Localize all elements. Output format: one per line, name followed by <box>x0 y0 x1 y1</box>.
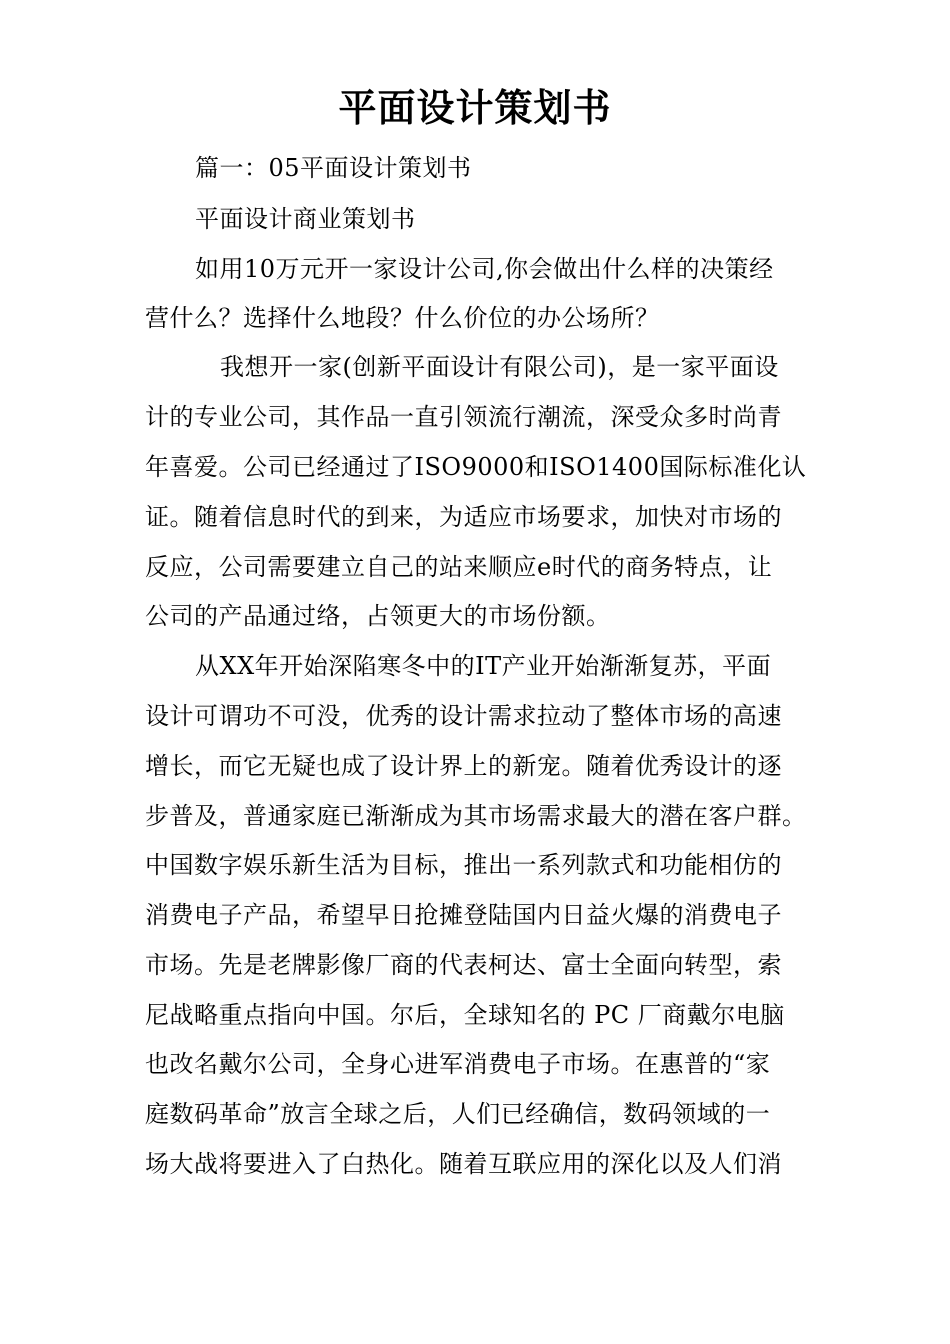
paragraph-line: 如用10万元开一家设计公司,你会做出什么样的决策经 <box>195 255 774 283</box>
page-title: 平面设计策划书 <box>338 85 612 130</box>
paragraph-line: 中国数字娱乐新生活为目标，推出一系列款式和功能相仿的 <box>145 851 782 879</box>
sub-heading: 平面设计商业策划书 <box>195 205 416 233</box>
paragraph-line: 设计可谓功不可没，优秀的设计需求拉动了整体市场的高速 <box>145 702 782 730</box>
paragraph-line: 场大战将要进入了白热化。随着互联应用的深化以及人们消 <box>145 1150 782 1178</box>
paragraph-line: 证。随着信息时代的到来，为适应市场要求，加快对市场的 <box>145 503 782 531</box>
paragraph-line: 我想开一家(创新平面设计有限公司)，是一家平面设 <box>220 353 779 381</box>
paragraph-line: 反应，公司需要建立自己的站来顺应e时代的商务特点，让 <box>145 553 773 581</box>
paragraph-line: 市场。先是老牌影像厂商的代表柯达、富士全面向转型，索 <box>145 951 782 979</box>
paragraph-line: 消费电子产品，希望早日抢摊登陆国内日益火爆的消费电子 <box>145 901 782 929</box>
paragraph-line: 也改名戴尔公司，全身心进军消费电子市场。在惠普的“家 <box>145 1050 771 1078</box>
paragraph-line: 庭数码革命”放言全球之后，人们已经确信，数码领域的一 <box>145 1100 771 1128</box>
paragraph-line: 尼战略重点指向中国。尔后，全球知名的 PC 厂商戴尔电脑 <box>145 1001 785 1029</box>
paragraph-line: 步普及，普通家庭已渐渐成为其市场需求最大的潜在客户群。 <box>145 802 807 830</box>
paragraph-line: 营什么？选择什么地段？什么价位的办公场所？ <box>145 304 660 332</box>
paragraph-line: 从XX年开始深陷寒冬中的IT产业开始渐渐复苏，平面 <box>195 652 772 680</box>
paragraph-line: 公司的产品通过络，占领更大的市场份额。 <box>145 602 611 630</box>
section-heading: 篇一：05平面设计策划书 <box>195 154 472 182</box>
paragraph-line: 增长，而它无疑也成了设计界上的新宠。随着优秀设计的逐 <box>145 752 782 780</box>
paragraph-line: 计的专业公司，其作品一直引领流行潮流，深受众多时尚青 <box>145 403 782 431</box>
paragraph-line: 年喜爱。公司已经通过了ISO9000和ISO1400国际标准化认 <box>145 453 807 481</box>
